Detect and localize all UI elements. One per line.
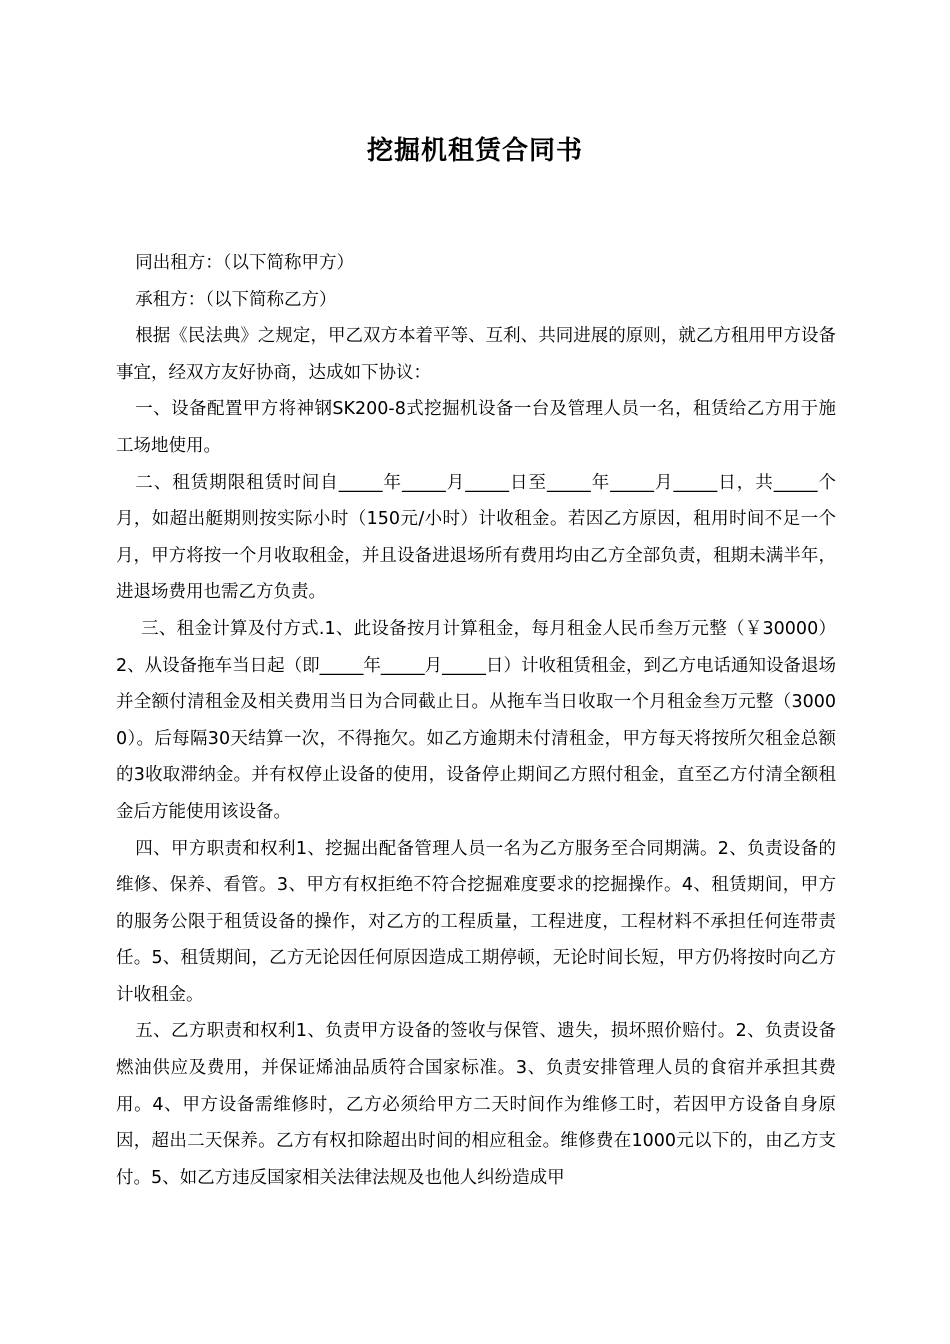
document-title: 挖掘机租赁合同书 [366, 136, 583, 166]
clause-1-equipment: 一、设备配置甲方将神钢SK200-8式挖掘机设备一台及管理人员一名，租赁给乙方用于施工场地使用。 [116, 399, 836, 456]
clause-5-lessee-duties: 五、乙方职责和权利1、负责甲方设备的签收与保管、遗失，损坏照价赔付。2、负责设备燃油供应及费用，并保证烯油品质符合国家标准。3、负责安排管理人员的食宿并承担其费用。4、甲方设备需维修时，乙方必须给甲方二天时间作为维修工时，若因甲方设备自身原因，超出二天保养。乙方有权扣除超出时间的相应租金。维修费在1000元以下的，由乙方支付。5、如乙方违反国家相关法律法规及也他人纠纷造成甲 [116, 1021, 836, 1188]
clause-2-lease-term: 二、租赁期限租赁时间自_____年_____月_____日至_____年_____月_____日，共_____个月，如超出艇期则按实际小时（150元/小时）计收租金。若因乙方原因，租用时间不足一个月，甲方将按一个月收取租金，并且设备进退场所有费用均由乙方全部负责，租期未满半年，进退场费用也需乙方负责。 [116, 472, 836, 603]
clause-3-rent-payment: 三、租金计算及付方式.1、此设备按月计算租金，每月租金人民币叁万元整（￥30000）2、从设备拖车当日起（即_____年_____月_____日）计收租赁租金，到乙方电话通知设备退场并全额付清租金及相关费用当日为合同截止日。从拖车当日收取一个月租金叁万元整（30000）。后每隔30天结算一次，不得拖欠。如乙方逾期未付清租金，甲方每天将按所欠租金总额的3收取滞纳金。并有权停止设备的使用，设备停止期间乙方照付租金，直至乙方付清全额租金后方能使用该设备。 [116, 618, 836, 822]
clause-4-lessor-duties: 四、甲方职责和权利1、挖掘出配备管理人员一名为乙方服务至合同期满。2、负责设备的维修、保养、看管。3、甲方有权拒绝不符合挖掘难度要求的挖掘操作。4、租赁期间，甲方的服务公限于租赁设备的操作，对乙方的工程质量，工程进度，工程材料不承担任何连带责任。5、租赁期间，乙方无论因任何原因造成工期停顿，无论时间长短，甲方仍将按时向乙方计收租金。 [116, 838, 836, 1005]
lessor-line: 同出租方：（以下简称甲方） [135, 253, 354, 273]
preamble-paragraph: 根据《民法典》之规定，甲乙双方本着平等、互利、共同进展的原则，就乙方租用甲方设备事宜，经双方友好协商，达成如下协议： [116, 326, 836, 383]
lessee-line: 承租方：（以下简称乙方） [135, 289, 337, 310]
document-body [116, 245, 836, 1196]
